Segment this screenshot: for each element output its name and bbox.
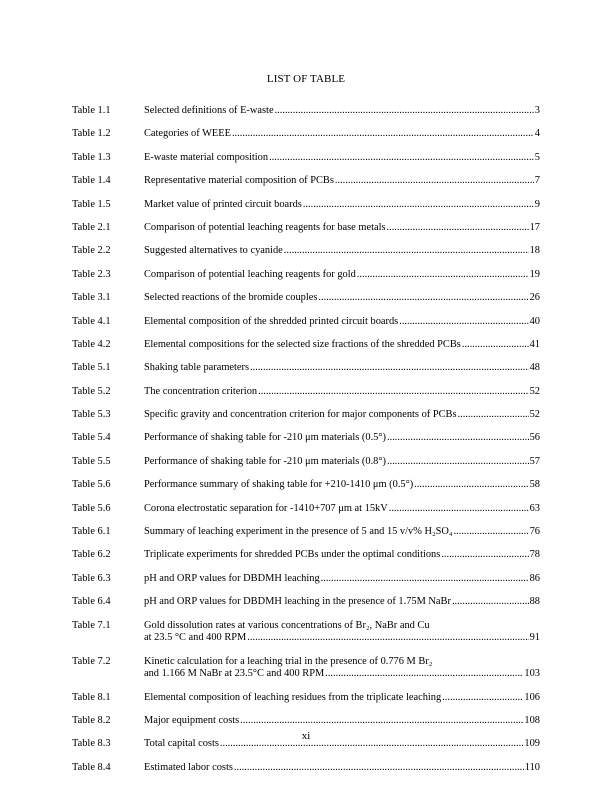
dot-leader — [240, 715, 523, 728]
table-page-number: 5 — [534, 151, 540, 163]
table-page-number: 18 — [529, 245, 540, 257]
table-page-number: 48 — [529, 362, 540, 374]
dot-leader — [462, 339, 529, 352]
table-number: Table 2.3 — [72, 268, 111, 280]
dot-leader — [234, 762, 524, 775]
table-entry — [144, 316, 540, 329]
table-number: Table 1.5 — [72, 198, 111, 210]
table-title: E-waste material composition — [144, 151, 269, 163]
table-title: at 23.5 °C and 400 RPM — [144, 632, 247, 644]
table-title: Specific gravity and concentration criterion for major components of PCBs — [144, 409, 457, 421]
list-item[interactable] — [72, 316, 540, 329]
table-page-number: 3 — [534, 105, 540, 116]
list-item[interactable] — [72, 456, 540, 469]
table-page-number: 57 — [529, 455, 540, 467]
table-entry — [144, 269, 540, 282]
table-entry — [144, 573, 540, 586]
dot-leader — [452, 596, 529, 609]
table-entry — [144, 762, 540, 775]
list-item[interactable] — [72, 409, 540, 422]
table-title: Total capital costs — [144, 738, 219, 750]
table-entry — [144, 128, 540, 141]
table-number: Table 1.2 — [72, 128, 111, 140]
table-entry — [144, 479, 540, 492]
dot-leader — [458, 409, 529, 422]
table-number: Table 2.1 — [72, 221, 111, 233]
list-item[interactable] — [72, 479, 540, 492]
list-item[interactable] — [72, 432, 540, 445]
table-title: Summary of leaching experiment in the presence of 5 and 15 v/v% H₂SO₄ — [144, 526, 453, 538]
list-item[interactable] — [72, 339, 540, 352]
table-entry — [144, 526, 540, 539]
list-item[interactable] — [72, 362, 540, 375]
table-title: Shaking table parameters — [144, 362, 250, 374]
table-title: Elemental compositions for the selected size fractions of the shredded PCBs — [144, 338, 461, 350]
table-entry — [144, 292, 540, 305]
table-number: Table 1.4 — [72, 175, 111, 187]
table-title: Elemental composition of the shredded printed circuit boards — [144, 315, 399, 327]
dot-leader — [399, 316, 528, 329]
table-title: Selected definitions of E-waste — [144, 105, 274, 116]
table-title: The concentration criterion — [144, 385, 258, 397]
dot-leader — [454, 526, 529, 539]
table-title: Corona electrostatic separation for -1410+707 μm at 15kV — [144, 502, 388, 514]
dot-leader — [303, 199, 534, 212]
table-title: and 1.166 M NaBr at 23.5°C and 400 RPM — [144, 668, 325, 680]
table-entry — [144, 715, 540, 728]
table-number: Table 8.2 — [72, 714, 111, 726]
table-page-number: 78 — [529, 549, 540, 561]
table-page-number: 103 — [524, 668, 540, 680]
table-page-number: 110 — [524, 761, 540, 773]
table-title: Performance summary of shaking table for +210-1410 μm (0.5°) — [144, 479, 414, 491]
table-title: Elemental composition of leaching residues from the triplicate leaching — [144, 691, 442, 703]
table-number: Table 1.3 — [72, 151, 111, 163]
list-item[interactable] — [72, 152, 540, 165]
table-number: Table 6.3 — [72, 572, 111, 584]
table-page-number: 9 — [534, 198, 540, 210]
list-item[interactable] — [72, 549, 540, 562]
table-title: Performance of shaking table for -210 μm materials (0.8°) — [144, 455, 386, 467]
table-entry — [144, 245, 540, 258]
dot-leader — [441, 549, 528, 562]
dot-leader — [414, 479, 528, 492]
table-number: Table 6.4 — [72, 596, 111, 608]
dot-leader — [335, 175, 534, 188]
table-number: Table 8.3 — [72, 738, 111, 750]
table-number: Table 7.1 — [72, 619, 111, 631]
table-entry — [144, 386, 540, 399]
table-number: Table 6.2 — [72, 549, 111, 561]
list-item[interactable] — [72, 245, 540, 258]
list-item[interactable] — [72, 386, 540, 399]
dot-leader — [250, 362, 529, 375]
list-item[interactable] — [72, 656, 540, 681]
table-title: Suggested alternatives to cyanide — [144, 245, 283, 257]
table-title: Categories of WEEE — [144, 128, 231, 140]
table-page-number: 108 — [524, 714, 540, 726]
table-number: Table 1.1 — [72, 105, 111, 116]
table-entry — [144, 432, 540, 445]
dot-leader — [387, 222, 529, 235]
list-item[interactable] — [72, 715, 540, 728]
table-title: Selected reactions of the bromide couples — [144, 292, 318, 304]
dot-leader — [232, 128, 534, 141]
table-number: Table 5.5 — [72, 455, 111, 467]
table-page-number: 91 — [529, 632, 540, 644]
table-page-number: 4 — [534, 128, 540, 140]
table-title: Triplicate experiments for shredded PCBs under the optimal conditions — [144, 549, 441, 561]
dot-leader — [442, 692, 523, 705]
list-item[interactable] — [72, 503, 540, 516]
table-entry — [144, 339, 540, 352]
table-entry — [144, 362, 540, 375]
table-entry — [144, 105, 540, 118]
table-entry — [144, 656, 540, 681]
page-title: LIST OF TABLE — [266, 73, 346, 85]
table-title: Comparison of potential leaching reagents for gold — [144, 268, 356, 280]
list-item[interactable] — [72, 596, 540, 609]
table-number: Table 5.4 — [72, 432, 111, 444]
table-entry — [144, 199, 540, 212]
table-number: Table 5.3 — [72, 409, 111, 421]
table-number: Table 6.1 — [72, 526, 111, 538]
table-page-number: 17 — [529, 221, 540, 233]
table-page-number: 58 — [529, 479, 540, 491]
table-title: Major equipment costs — [144, 714, 240, 726]
table-number: Table 5.1 — [72, 362, 111, 374]
dot-leader — [325, 668, 523, 681]
list-item[interactable] — [72, 222, 540, 235]
table-number: Table 7.2 — [72, 655, 111, 667]
dot-leader — [275, 105, 534, 118]
table-page-number: 56 — [529, 432, 540, 444]
dot-leader — [247, 632, 528, 645]
table-entry — [144, 620, 540, 645]
table-number: Table 3.1 — [72, 292, 111, 304]
table-page-number: 52 — [529, 409, 540, 421]
page-number: xi — [301, 730, 311, 742]
table-page-number: 76 — [529, 526, 540, 538]
table-title: pH and ORP values for DBDMH leaching in the presence of 1.75M NaBr — [144, 596, 451, 608]
table-entry — [144, 456, 540, 469]
dot-leader — [387, 432, 529, 445]
list-item[interactable] — [72, 573, 540, 586]
list-item[interactable] — [72, 526, 540, 539]
table-entry — [144, 175, 540, 188]
table-page-number: 26 — [529, 292, 540, 304]
dot-leader — [357, 269, 529, 282]
table-page-number: 106 — [524, 691, 540, 703]
table-page-number: 88 — [529, 596, 540, 608]
table-title: Estimated labor costs — [144, 761, 233, 773]
table-number: Table 5.2 — [72, 385, 111, 397]
dot-leader — [321, 573, 529, 586]
table-title: Market value of printed circuit boards — [144, 198, 302, 210]
table-title: Comparison of potential leaching reagents for base metals — [144, 221, 386, 233]
dot-leader — [387, 456, 529, 469]
dot-leader — [284, 245, 529, 258]
table-title: Representative material composition of PCBs — [144, 175, 334, 187]
table-page-number: 41 — [529, 338, 540, 350]
list-item[interactable] — [72, 175, 540, 188]
list-item[interactable] — [72, 692, 540, 705]
dot-leader — [269, 152, 534, 165]
table-number: Table 4.1 — [72, 315, 111, 327]
table-entry — [144, 222, 540, 235]
table-title: Performance of shaking table for -210 μm materials (0.5°) — [144, 432, 386, 444]
table-page-number: 7 — [534, 175, 540, 187]
dot-leader — [389, 503, 529, 516]
table-list — [72, 105, 540, 785]
list-item[interactable] — [72, 292, 540, 305]
table-entry — [144, 692, 540, 705]
table-entry — [144, 596, 540, 609]
table-number: Table 2.2 — [72, 245, 111, 257]
list-item[interactable] — [72, 269, 540, 282]
table-page-number: 40 — [529, 315, 540, 327]
table-number: Table 5.6 — [72, 479, 111, 491]
list-item[interactable] — [72, 199, 540, 212]
dot-leader — [318, 292, 528, 305]
table-number: Table 4.2 — [72, 338, 111, 350]
table-title: pH and ORP values for DBDMH leaching — [144, 572, 320, 584]
table-number: Table 8.1 — [72, 691, 111, 703]
table-page-number: 86 — [529, 572, 540, 584]
dot-leader — [258, 386, 529, 399]
list-item[interactable] — [72, 128, 540, 141]
table-page-number: 63 — [529, 502, 540, 514]
table-entry — [144, 409, 540, 422]
table-title-first-line: Kinetic calculation for a leaching trial in the presence of 0.776 M Br₂ — [144, 655, 433, 667]
list-item[interactable] — [72, 762, 540, 775]
table-number: Table 8.4 — [72, 761, 111, 773]
table-entry — [144, 549, 540, 562]
table-entry — [144, 503, 540, 516]
table-page-number: 109 — [524, 738, 540, 750]
table-number: Table 5.6 — [72, 502, 111, 514]
table-page-number: 19 — [529, 268, 540, 280]
table-title-first-line: Gold dissolution rates at various concentrations of Br₂, NaBr and Cu — [144, 619, 430, 631]
list-item[interactable] — [72, 620, 540, 645]
table-entry — [144, 152, 540, 165]
list-item[interactable] — [72, 105, 540, 118]
table-page-number: 52 — [529, 385, 540, 397]
